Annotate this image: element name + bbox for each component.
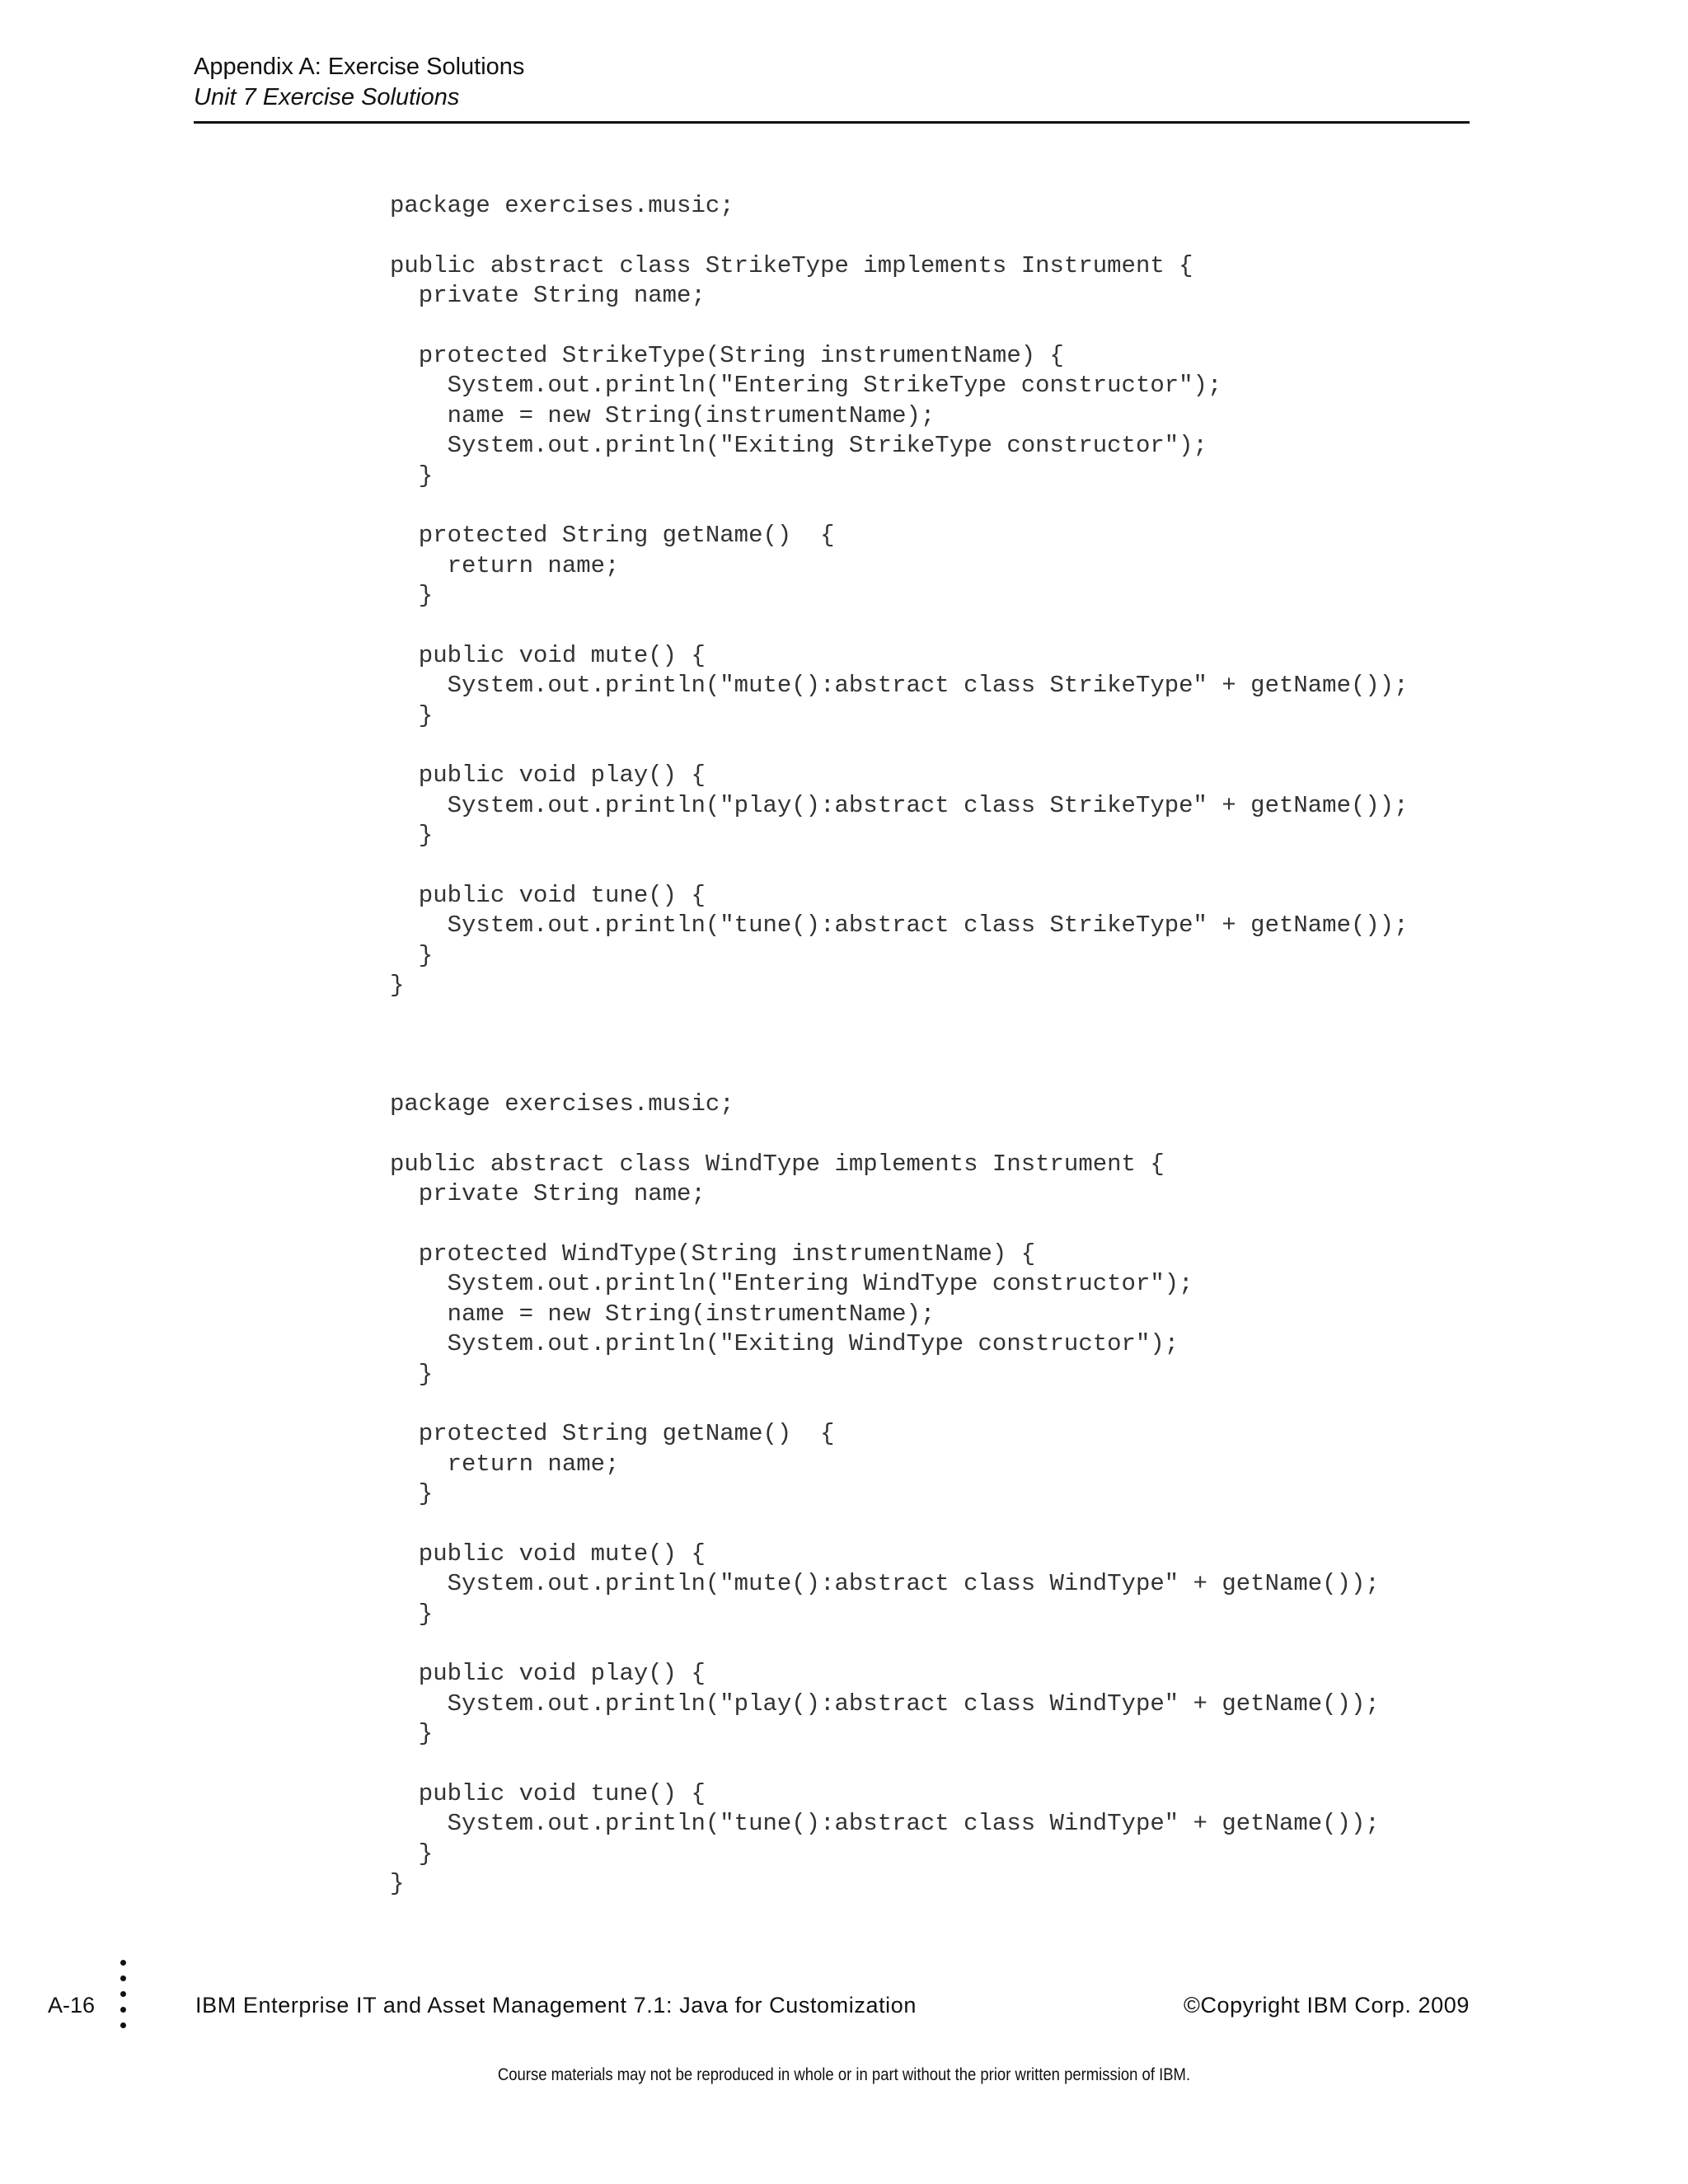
code-line: package exercises.music; xyxy=(390,192,734,219)
code-line: System.out.println("play():abstract class WindType" + getName()); xyxy=(390,1690,1380,1718)
code-line: protected String getName() { xyxy=(390,1420,835,1448)
reproduction-notice: Course materials may not be reproduced in whole or in part without the prior written permission of IBM. xyxy=(497,2065,1191,2084)
code-line: public abstract class WindType implements Instrument { xyxy=(390,1150,1165,1178)
code-line: System.out.println("mute():abstract class WindType" + getName()); xyxy=(390,1570,1380,1598)
code-line: } xyxy=(390,1480,434,1508)
course-title: IBM Enterprise IT and Asset Management 7.1: Java for Customization xyxy=(195,1993,917,2018)
code-line xyxy=(390,1119,1380,1149)
code-line: protected WindType(String instrumentName) { xyxy=(390,1240,1036,1268)
copyright-notice: ©Copyright IBM Corp. 2009 xyxy=(1183,1993,1470,2018)
code-line xyxy=(390,491,1409,521)
code-line: System.out.println("Exiting StrikeType constructor"); xyxy=(390,432,1207,460)
code-line: name = new String(instrumentName); xyxy=(390,1300,935,1328)
code-line: System.out.println("Entering StrikeType constructor"); xyxy=(390,372,1222,400)
code-line xyxy=(390,1390,1380,1419)
code-line: System.out.println("tune():abstract class StrikeType" + getName()); xyxy=(390,912,1409,940)
code-line xyxy=(390,1629,1380,1659)
code-line: } xyxy=(390,1720,434,1748)
code-line: } xyxy=(390,582,434,610)
code-line: } xyxy=(390,701,434,729)
header-title: Appendix A: Exercise Solutions xyxy=(194,54,525,80)
code-line: return name; xyxy=(390,551,620,579)
code-line: protected String getName() { xyxy=(390,522,835,550)
code-line xyxy=(390,851,1409,881)
code-line: } xyxy=(390,462,434,490)
code-line: } xyxy=(390,972,405,1000)
footer-dots-decoration xyxy=(120,1960,127,2038)
code-line: return name; xyxy=(390,1450,620,1478)
code-line: System.out.println("Entering WindType constructor"); xyxy=(390,1270,1193,1298)
code-line: } xyxy=(390,1870,405,1898)
header-divider xyxy=(194,121,1470,124)
code-line xyxy=(390,1210,1380,1240)
code-listing-striketype xyxy=(390,191,1409,1001)
code-line: public void play() { xyxy=(390,1660,706,1688)
code-line xyxy=(390,1509,1380,1539)
code-line: } xyxy=(390,822,434,850)
code-line: public void play() { xyxy=(390,762,706,790)
code-line: System.out.println("play():abstract class StrikeType" + getName()); xyxy=(390,791,1409,819)
code-line: name = new String(instrumentName); xyxy=(390,401,935,429)
code-line xyxy=(390,312,1409,341)
code-line: System.out.println("Exiting WindType constructor"); xyxy=(390,1330,1179,1358)
code-line: System.out.println("mute():abstract class StrikeType" + getName()); xyxy=(390,672,1409,700)
code-line: } xyxy=(390,941,434,969)
code-line xyxy=(390,221,1409,251)
page-header xyxy=(194,51,1470,112)
page-number: A-16 xyxy=(48,1993,96,2018)
code-line: public void mute() { xyxy=(390,1540,706,1568)
code-line xyxy=(390,611,1409,640)
code-line: package exercises.music; xyxy=(390,1090,734,1118)
code-listing-windtype xyxy=(390,1090,1380,1900)
code-line: } xyxy=(390,1360,434,1388)
code-line: public void mute() { xyxy=(390,641,706,669)
code-line: private String name; xyxy=(390,1180,706,1208)
code-line xyxy=(390,1750,1380,1779)
code-line xyxy=(390,731,1409,761)
code-line: protected StrikeType(String instrumentName) { xyxy=(390,341,1064,369)
code-line: private String name; xyxy=(390,282,706,310)
code-line: public void tune() { xyxy=(390,1779,706,1807)
code-line: } xyxy=(390,1600,434,1628)
code-line: public void tune() { xyxy=(390,881,706,909)
code-line: System.out.println("tune():abstract class WindType" + getName()); xyxy=(390,1810,1380,1838)
code-line: } xyxy=(390,1840,434,1868)
header-subtitle: Unit 7 Exercise Solutions xyxy=(194,84,460,110)
code-line: public abstract class StrikeType implements Instrument { xyxy=(390,251,1193,279)
